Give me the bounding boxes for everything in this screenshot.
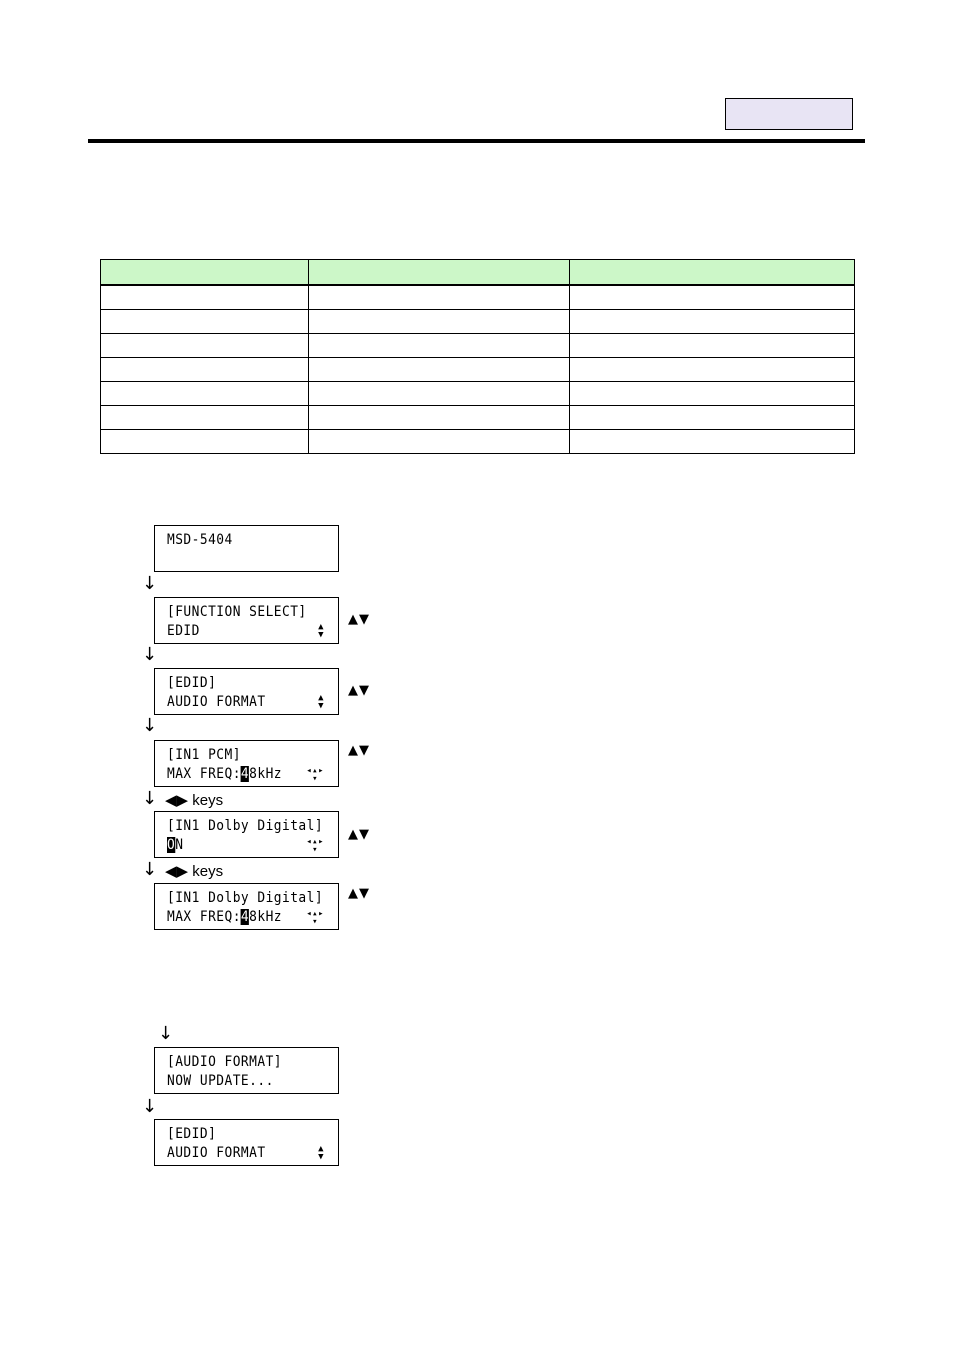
four-way-indicator-icon: ◂▴▸ ▾ [306, 837, 324, 855]
table-row [101, 406, 855, 430]
lcd-screen-in1-pcm [154, 740, 339, 787]
lcd-line-2: AUDIO FORMAT [167, 1145, 266, 1161]
table-cell [570, 334, 855, 358]
lcd-line-2: EDID [167, 623, 200, 639]
left-right-keys-label: ◀▶ keys [165, 863, 224, 880]
table-row [101, 358, 855, 382]
lcd-line-1: [IN1 Dolby Digital] [167, 890, 324, 906]
lcd-screen-startup [154, 525, 339, 572]
lcd-line-2 [167, 909, 282, 925]
four-way-indicator-icon: ◂▴▸ ▾ [306, 909, 324, 927]
table-cell [101, 430, 309, 454]
lcd-screen-audio-format-update [154, 1047, 339, 1094]
lcd-cursor: O [167, 837, 176, 853]
lcd-line-2: AUDIO FORMAT [167, 694, 266, 710]
table-cell [101, 382, 309, 406]
lcd-line-2-suffix: 8kHz [249, 909, 283, 925]
table-cell [309, 406, 570, 430]
up-down-indicator-icon: ▲ ▼ [318, 622, 324, 640]
table-cell [570, 406, 855, 430]
table-cell [570, 358, 855, 382]
table-cell [101, 334, 309, 358]
table-cell [101, 285, 309, 310]
four-way-indicator-icon: ◂▴▸ ▾ [306, 766, 324, 784]
table-header-cell [309, 260, 570, 286]
lcd-line-1: [AUDIO FORMAT] [167, 1054, 283, 1070]
table-header-row [101, 260, 855, 286]
step-down-arrow: ↓ [142, 573, 158, 594]
lcd-line-2: NOW UPDATE... [167, 1073, 274, 1089]
left-right-keys-label: ◀▶ keys [165, 792, 224, 809]
table-row [101, 430, 855, 454]
up-down-keys-icon: ▲▼ [348, 612, 370, 627]
up-down-indicator-icon: ▲ ▼ [318, 1144, 324, 1162]
lcd-line-1: [IN1 PCM] [167, 747, 241, 763]
table-row [101, 285, 855, 310]
settings-table [100, 259, 855, 454]
step-down-arrow: ↓ [142, 715, 158, 736]
table-cell [101, 358, 309, 382]
table-cell [570, 382, 855, 406]
lcd-line-1: [EDID] [167, 675, 217, 691]
table-row [101, 382, 855, 406]
table-header-cell [570, 260, 855, 286]
table-cell [309, 358, 570, 382]
lcd-line-2-prefix: MAX FREQ: [167, 766, 241, 782]
up-down-keys-icon: ▲▼ [348, 827, 370, 842]
lcd-line-2-prefix: MAX FREQ: [167, 909, 241, 925]
lcd-line-1: MSD-5404 [167, 532, 233, 548]
lcd-screen-in1-dolby-freq [154, 883, 339, 930]
lcd-line-1: [FUNCTION SELECT] [167, 604, 307, 620]
lcd-screen-edid-return [154, 1119, 339, 1166]
step-down-arrow: ↓ [158, 1023, 174, 1044]
up-down-keys-icon: ▲▼ [348, 683, 370, 698]
lcd-line-1: [EDID] [167, 1126, 217, 1142]
up-down-keys-icon: ▲▼ [348, 743, 370, 758]
step-down-arrow: ↓ [142, 1096, 158, 1117]
table-cell [309, 334, 570, 358]
table-cell [309, 285, 570, 310]
table-row [101, 310, 855, 334]
table-cell [309, 430, 570, 454]
table-cell [101, 406, 309, 430]
step-down-arrow: ↓ [142, 788, 158, 809]
lcd-screen-edid [154, 668, 339, 715]
table-cell [570, 430, 855, 454]
table-row [101, 334, 855, 358]
step-down-arrow: ↓ [142, 644, 158, 665]
table-header-cell [101, 260, 309, 286]
lcd-screen-in1-dolby-on [154, 811, 339, 858]
up-down-keys-icon: ▲▼ [348, 886, 370, 901]
table-cell [309, 382, 570, 406]
lcd-cursor: 4 [240, 766, 250, 782]
lcd-line-2-suffix: N [175, 837, 184, 853]
lcd-line-2-suffix: 8kHz [249, 766, 283, 782]
lcd-line-2 [167, 766, 282, 782]
lcd-line-2 [167, 837, 183, 853]
lcd-screen-function-select [154, 597, 339, 644]
step-down-arrow: ↓ [142, 859, 158, 880]
lcd-cursor: 4 [240, 909, 250, 925]
lcd-line-1: [IN1 Dolby Digital] [167, 818, 324, 834]
table-cell [309, 310, 570, 334]
section-tag-box [725, 98, 853, 130]
table-cell [570, 310, 855, 334]
table-cell [101, 310, 309, 334]
table-cell [570, 285, 855, 310]
up-down-indicator-icon: ▲ ▼ [318, 693, 324, 711]
header-rule [88, 139, 865, 143]
